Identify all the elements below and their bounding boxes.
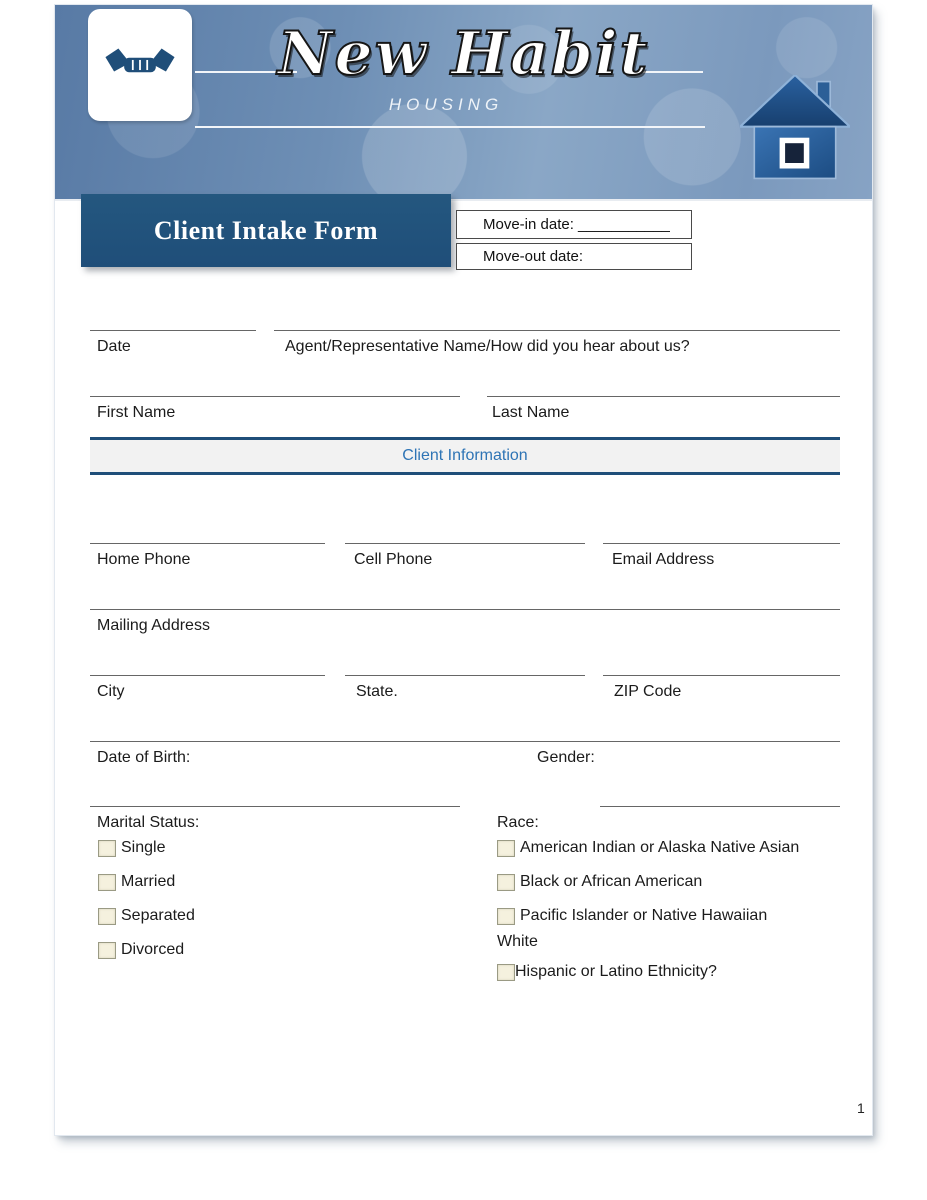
field-line-cell-phone [345,543,585,544]
section-client-information [90,437,840,475]
move-in-date-field[interactable] [456,210,692,239]
checkbox-row-divorced [98,940,184,959]
field-line-state [345,675,585,676]
checkbox-label-pacific-islander: Pacific Islander or Native Hawaiian [520,907,768,924]
move-out-date-field[interactable] [456,243,692,270]
form-title: Client Intake Form [153,215,379,245]
checkbox-label-american-indian: American Indian or Alaska Native Asian [520,839,800,856]
field-label-email: Email Address [612,551,715,568]
field-label-dob: Date of Birth: [97,749,191,766]
field-line-marital [90,806,460,807]
move-in-date-label: Move-in date: ___________ [483,216,670,233]
roof-shape [740,75,850,127]
field-label-last-name: Last Name [492,404,570,421]
checkbox-row-married [98,872,175,891]
checkbox-label-married: Married [121,873,176,890]
section-title: Client Information [402,447,528,464]
form-page [55,5,872,1135]
checkbox-separated[interactable] [98,908,116,925]
field-label-agent: Agent/Representative Name/How did you hear about us? [285,338,690,355]
move-out-date-label: Move-out date: [483,248,584,265]
form-title-box [81,194,451,267]
field-label-mailing-address: Mailing Address [97,617,210,634]
checkbox-label-black-african-american: Black or African American [520,873,703,890]
field-label-first-name: First Name [97,404,176,421]
brand-name: New Habit [277,19,650,89]
field-line-last-name [487,396,840,397]
checkbox-pacific-islander[interactable] [497,908,515,925]
field-label-gender: Gender: [537,749,595,766]
checkbox-label-hispanic: Hispanic or Latino Ethnicity? [515,963,717,980]
field-line-dob-gender [90,741,840,742]
checkbox-hispanic[interactable] [497,964,515,981]
field-line-date [90,330,256,331]
checkbox-american-indian[interactable] [497,840,515,857]
checkbox-divorced[interactable] [98,942,116,959]
checkbox-black-african-american[interactable] [497,874,515,891]
field-line-race [600,806,840,807]
checkbox-label-separated: Separated [121,907,195,924]
race-label-white: White [497,933,538,950]
field-label-date: Date [97,338,131,355]
field-label-marital-status: Marital Status: [97,814,200,831]
field-line-home-phone [90,543,325,544]
header-banner [55,5,872,201]
field-label-race: Race: [497,814,539,831]
field-label-cell-phone: Cell Phone [354,551,433,568]
brand-subtitle: HOUSING [388,95,504,114]
checkbox-row-single [98,838,165,857]
field-line-first-name [90,396,460,397]
door-shape [785,143,804,163]
checkbox-row-american-indian [497,838,799,857]
field-line-city [90,675,325,676]
field-label-home-phone: Home Phone [97,551,191,568]
house-icon [740,75,850,185]
checkbox-label-single: Single [121,839,166,856]
field-line-zip [603,675,840,676]
field-label-zip: ZIP Code [614,683,682,700]
checkbox-single[interactable] [98,840,116,857]
field-label-city: City [97,683,125,700]
checkbox-row-separated [98,906,195,925]
page-number: 1 [857,1100,865,1116]
field-line-mailing-address [90,609,840,610]
checkbox-row-hispanic [497,962,717,981]
checkbox-married[interactable] [98,874,116,891]
field-line-agent [274,330,840,331]
field-line-email [603,543,840,544]
decorative-line-bottom [195,126,705,128]
checkbox-label-divorced: Divorced [121,941,185,958]
field-label-state: State. [356,683,398,700]
checkbox-row-pacific-islander [497,906,767,925]
checkbox-row-black-african-american [497,872,702,891]
